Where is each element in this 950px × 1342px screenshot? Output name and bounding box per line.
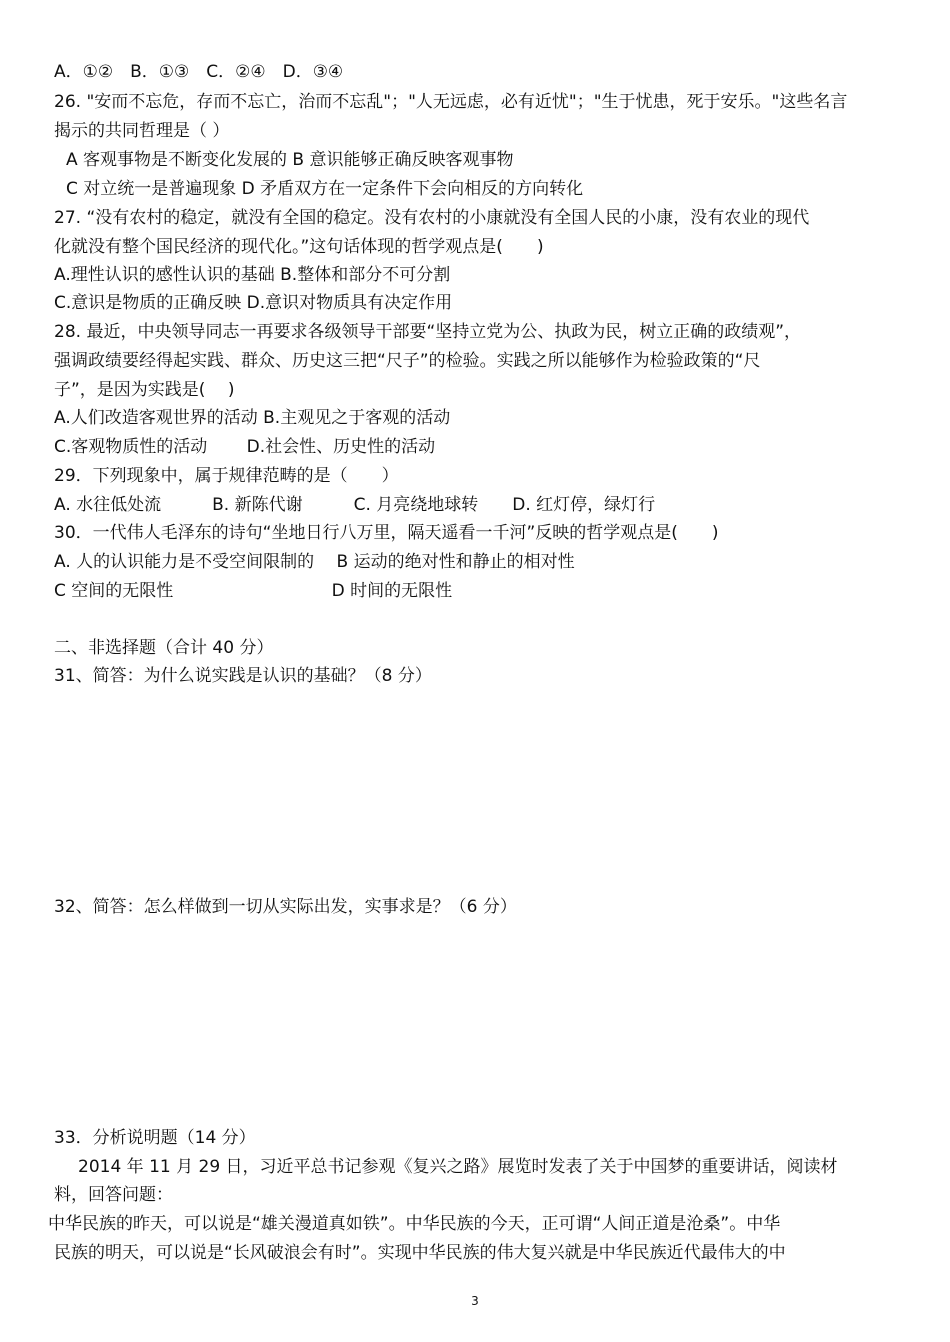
q33-material-line2: 料，回答问题：: [54, 1185, 173, 1205]
q31-stem: 31、简答：为什么说实践是认识的基础？（8 分）: [54, 666, 432, 686]
q30-stem: 30．一代伟人毛泽东的诗句“坐地日行八万里，隔天遥看一千河”反映的哲学观点是( ): [54, 523, 719, 543]
q28-stem-line1: 28. 最近，中央领导同志一再要求各级领导干部要“坚持立党为公、执政为民，树立正确的政绩观”，: [54, 322, 802, 342]
q27-stem-line1: 27. “没有农村的稳定，就没有全国的稳定。没有农村的小康就没有全国人民的小康，没有农业的现代: [54, 208, 810, 228]
q28-stem-line3: 子”，是因为实践是( ): [54, 380, 235, 400]
q28-options-cd: C.客观物质性的活动 D.社会性、历史性的活动: [54, 437, 436, 457]
q27-options-ab: A.理性认识的感性认识的基础 B.整体和部分不可分割: [54, 265, 451, 285]
q29-stem: 29．下列现象中，属于规律范畴的是（ ）: [54, 466, 399, 486]
page-number: 3: [471, 1294, 479, 1308]
q26-options-ab: A 客观事物是不断变化发展的 B 意识能够正确反映客观事物: [66, 150, 514, 170]
q27-stem-line2: 化就没有整个国民经济的现代化。”这句话体现的哲学观点是( ): [54, 237, 544, 257]
q30-options-ab: A. 人的认识能力是不受空间限制的 B 运动的绝对性和静止的相对性: [54, 552, 575, 572]
q30-options-cd: C 空间的无限性 D 时间的无限性: [54, 581, 453, 601]
q26-stem-line1: 26. "安而不忘危，存而不忘亡，治而不忘乱"；"人无远虑，必有近忧"；"生于忧患，死于安乐。"这些名言: [54, 92, 848, 112]
q33-material-line1: 2014 年 11 月 29 日，习近平总书记参观《复兴之路》展览时发表了关于中国梦的重要讲话，阅读材: [78, 1157, 838, 1177]
q28-stem-line2: 强调政绩要经得起实践、群众、历史这三把“尺子”的检验。实践之所以能够作为检验政策的“尺: [54, 351, 761, 371]
q25-options: A．①② B．①③ C．②④ D．③④: [54, 62, 344, 82]
q29-options: A. 水往低处流 B. 新陈代谢 C. 月亮绕地球转 D. 红灯停，绿灯行: [54, 495, 656, 515]
q27-options-cd: C.意识是物质的正确反映 D.意识对物质具有决定作用: [54, 293, 453, 313]
section-heading: 二、非选择题（合计 40 分）: [54, 638, 274, 658]
q32-stem: 32、简答：怎么样做到一切从实际出发，实事求是？（6 分）: [54, 897, 517, 917]
q33-passage-line2: 民族的明天，可以说是“长风破浪会有时”。实现中华民族的伟大复兴就是中华民族近代最伟大的中: [54, 1243, 786, 1263]
q28-options-ab: A.人们改造客观世界的活动 B.主观见之于客观的活动: [54, 408, 451, 428]
q33-passage-line1: 中华民族的昨天，可以说是“雄关漫道真如铁”。中华民族的今天，正可谓“人间正道是沧桑”。中华: [48, 1214, 781, 1234]
q33-stem: 33．分析说明题（14 分）: [54, 1128, 256, 1148]
q26-stem-line2: 揭示的共同哲理是（ ）: [54, 121, 230, 141]
q26-options-cd: C 对立统一是普遍现象 D 矛盾双方在一定条件下会向相反的方向转化: [66, 179, 584, 199]
